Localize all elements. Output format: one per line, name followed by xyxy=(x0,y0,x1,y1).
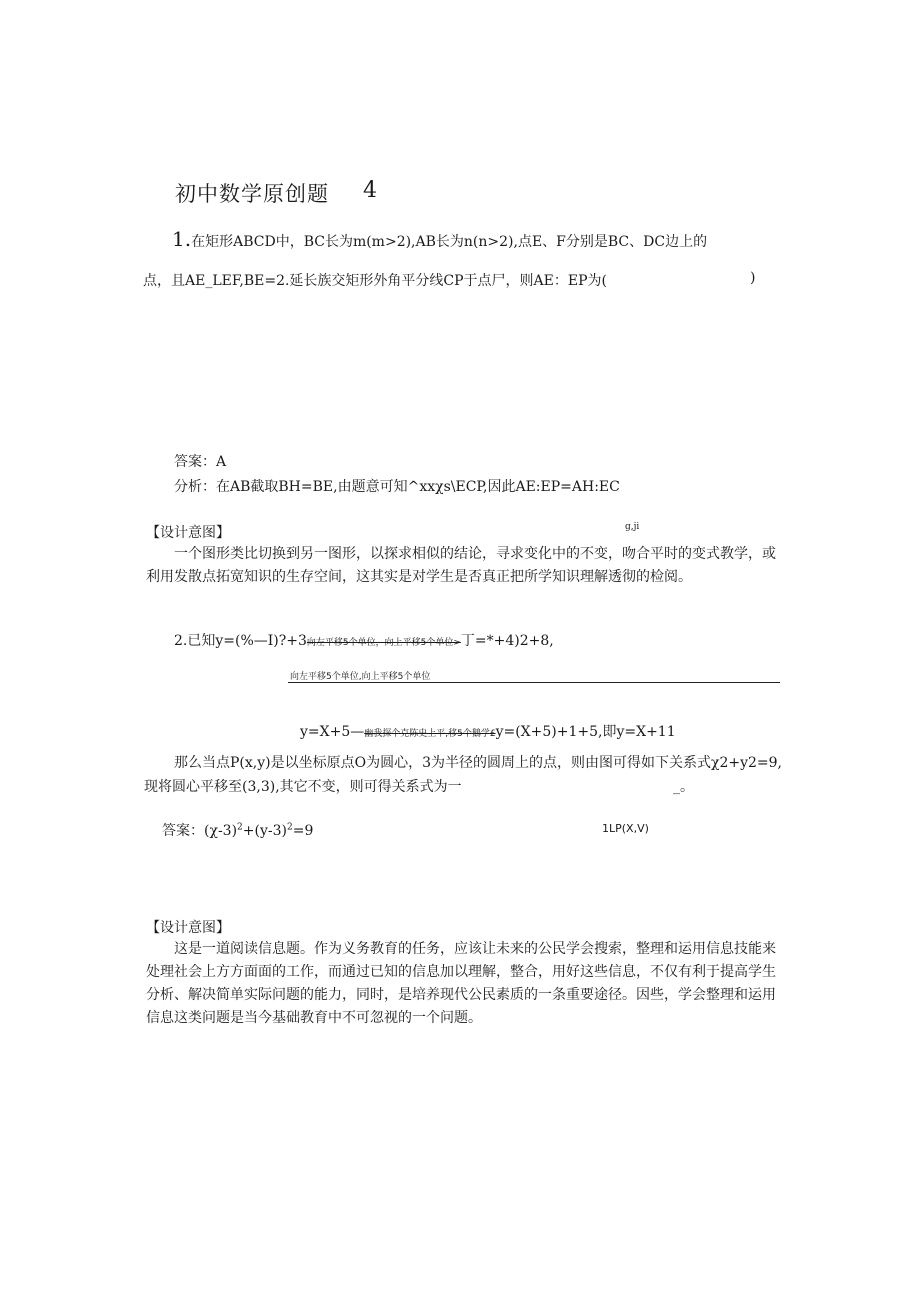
answer-2-prefix: 答案：(χ-3) xyxy=(162,823,238,839)
question-2-blank-end: _。 xyxy=(673,779,694,795)
question-2-expr-d: y=(X+5)+1+5,即y=X+11 xyxy=(495,724,676,740)
design-intent-body-2 xyxy=(146,938,786,1030)
question-2-line-4: 那么当点P(x,y)是以坐标原点O为圆心，3为半径的圆周上的点，则由图可得如下关系式χ2+y2=9, xyxy=(174,755,783,771)
design-intent-text-1: 一个图形类比切换到另一图形，以探求相似的结论，寻求变化中的不变，吻合平时的变式教学，或利用发散点拓宽知识的生存空间，这其实是对学生是否真正把所学知识理解透彻的检阅。 xyxy=(146,546,776,585)
fraction-label: 向左平移5个单位,向上平移5个单位 xyxy=(290,672,431,682)
answer-2 xyxy=(162,820,313,840)
question-1-line-2: 点，且AE_LEF,BE=2.延长族交矩形外角平分线CP于点尸，则AE：EP为( xyxy=(143,273,607,289)
question-1-number: 1. xyxy=(172,227,192,251)
page-title: 初中数学原创题 xyxy=(175,182,329,206)
fraction-line xyxy=(288,682,780,683)
answer-2-sup-1: 2 xyxy=(237,822,243,833)
margin-note: g,ji xyxy=(625,522,640,532)
question-2-strike-2: 幽我探个克陈史上平,移5个鵝学 xyxy=(364,729,490,739)
question-2-expr-b: 丁=*+4)2+8, xyxy=(460,633,554,649)
design-intent-body-1 xyxy=(146,543,786,589)
question-1-line-1 xyxy=(172,227,707,251)
question-2-line-5: 现将圆心平移至(3,3),其它不变，则可得关系式为一 xyxy=(144,779,462,795)
page-title-number: 4 xyxy=(363,178,377,203)
analysis-1: 分析：在AB截取BH=BE,由题意可知^xxχs\ECP,因此AE:EP=AH:EC xyxy=(174,479,620,495)
answer-2-middle: +(y-3) xyxy=(242,823,287,839)
question-2-expr-a: 2.已知y=(%—I)?+3 xyxy=(174,633,307,649)
question-2-strike-1: 向左平移5个单位，向上平移5个单位> xyxy=(306,638,461,648)
question-2-expr-c: y=X+5— xyxy=(300,724,365,740)
design-intent-heading-1: 【设计意图】 xyxy=(146,525,230,541)
answer-2-suffix: =9 xyxy=(292,823,314,839)
question-1-paren-close: ) xyxy=(750,270,756,286)
question-1-text-1: 在矩形ABCD中，BC长为m(m>2),AB长为n(n>2),点E、F分别是BC、DC边上的 xyxy=(191,234,708,250)
design-intent-heading-2: 【设计意图】 xyxy=(146,920,230,936)
question-2-line-1 xyxy=(174,630,554,650)
figure-label: 1LP(X,V) xyxy=(602,822,649,835)
question-2-mid: £ xyxy=(489,729,496,739)
design-intent-text-2: 这是一道阅读信息题。作为义务教育的任务，应该让未来的公民学会搜索，整理和运用信息技能来处理社会上方方面面的工作，而通过已知的信息加以理解，整合，用好这些信息，不仅有利于提高学生分析、解决简单实际问题的能力，同时，是培养现代公民素质的一条重要途径。因些，学会整理和运用信息这类问题是当今基础教育中不可忽视的一个问题。 xyxy=(146,941,776,1026)
answer-1: 答案：A xyxy=(174,454,227,470)
answer-2-sup-2: 2 xyxy=(286,822,293,833)
question-2-line-3 xyxy=(300,721,676,741)
